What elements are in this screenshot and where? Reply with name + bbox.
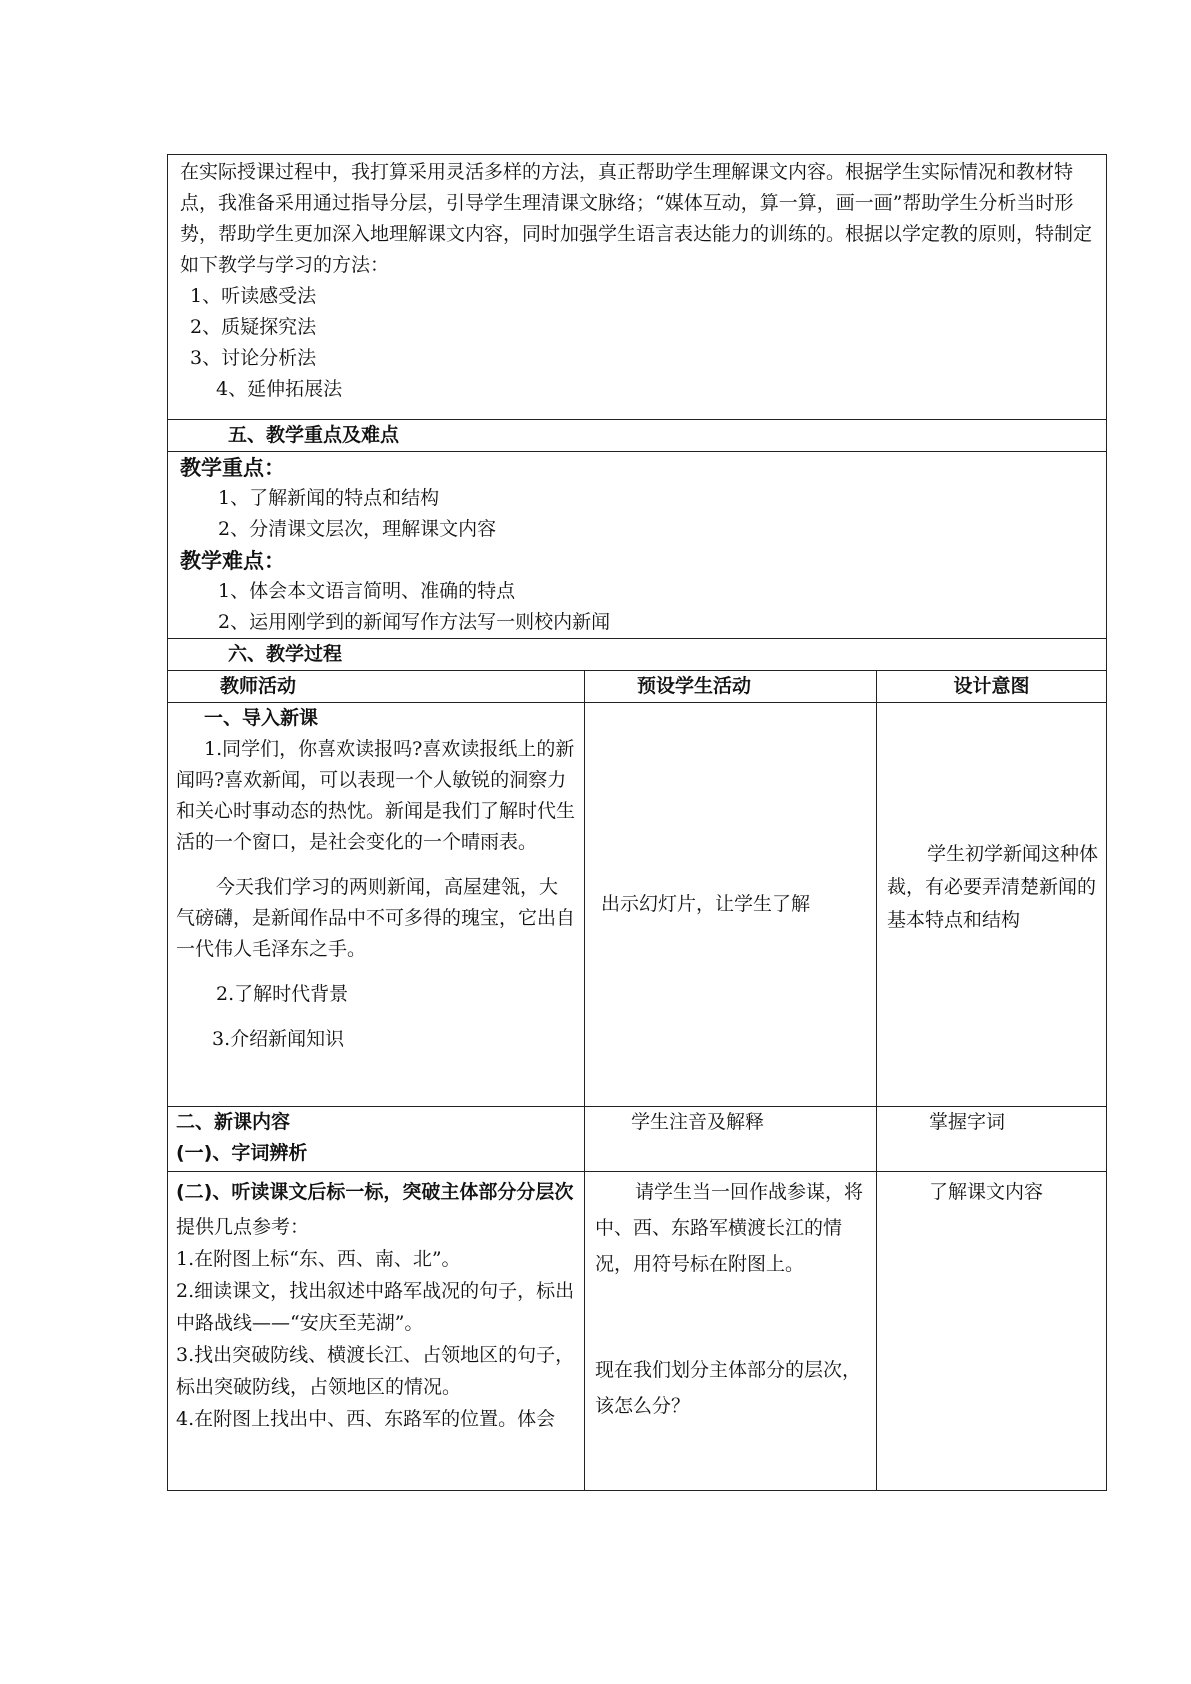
reference-item-2: 2.细读课文，找出叙述中路军战况的句子，标出中路战线——“安庆至芜湖”。: [176, 1280, 575, 1334]
intro-paragraph-4: 3.介绍新闻知识: [212, 1028, 345, 1050]
header-student: 预设学生活动: [585, 671, 877, 703]
reference-item-3: 3.找出突破防线、横渡长江、占领地区的句子，标出突破防线，占领地区的情况。: [176, 1344, 575, 1398]
new-content-student-cell: [585, 1107, 877, 1172]
key-point-1: 1、了解新闻的特点和结构: [218, 487, 440, 509]
intro-student-cell: [585, 703, 877, 1107]
section6-title: 六、教学过程: [168, 639, 1107, 671]
method-item-1: 1、听读感受法: [190, 285, 317, 307]
new-content-student-activity: 学生注音及解释: [631, 1111, 765, 1133]
section5-content-row: [168, 452, 1107, 639]
listen-read-student-cell: [585, 1172, 877, 1491]
listen-read-teacher-cell: [168, 1172, 585, 1491]
intro-paragraph-3: 2.了解时代背景: [216, 983, 349, 1005]
difficulty-2: 2、运用刚学到的新闻写作方法写一则校内新闻: [218, 611, 611, 633]
new-content-teacher-cell: [168, 1107, 585, 1172]
header-row: [168, 671, 1107, 703]
header-intent: 设计意图: [877, 671, 1107, 703]
reference-label: 提供几点参考：: [176, 1216, 310, 1238]
listen-read-intent-cell: [877, 1172, 1107, 1491]
header-teacher: 教师活动: [168, 671, 585, 703]
listen-read-title: (二)、听读课文后标一标，突破主体部分分层次: [176, 1181, 574, 1203]
methods-intro: 在实际授课过程中，我打算采用灵活多样的方法，真正帮助学生理解课文内容。根据学生实际情况和教材特点，我准备采用通过指导分层，引导学生理清课文脉络；“媒体互动，算一算，画一画”帮助学生分析当时形势，帮助学生更加深入地理解课文内容，同时加强学生语言表达能力的训练的。根据以学定教的原则，特制定如下教学与学习的方法：: [180, 161, 1093, 276]
intro-paragraph-1: 1.同学们，你喜欢读报吗?喜欢读报纸上的新闻吗?喜欢新闻，可以表现一个人敏锐的洞察力和关心时事动态的热忱。新闻是我们了解时代生活的一个窗口，是社会变化的一个晴雨表。: [176, 738, 576, 853]
lesson-plan-table: [167, 154, 1107, 1491]
section5-title-row: [168, 420, 1107, 452]
new-content-design-intent: 掌握字词: [929, 1111, 1006, 1133]
method-item-2: 2、质疑探究法: [190, 316, 317, 338]
word-analysis-title: (一)、字词辨析: [176, 1142, 308, 1164]
intro-teacher-cell: [168, 703, 585, 1107]
listen-read-student-activity-1: 请学生当一回作战参谋，将中、西、东路军横渡长江的情况，用符号标在附图上。: [595, 1181, 864, 1275]
reference-item-1: 1.在附图上标“东、西、南、北”。: [176, 1248, 461, 1270]
intro-design-intent: 学生初学新闻这种体裁，有必要弄清楚新闻的基本特点和结构: [887, 843, 1099, 931]
section6-title-row: [168, 639, 1107, 671]
method-item-4: 4、延伸拓展法: [216, 378, 343, 400]
process-row-new-content: [168, 1107, 1107, 1172]
section5-title: 五、教学重点及难点: [168, 420, 1107, 452]
intro-paragraph-2: 今天我们学习的两则新闻，高屋建瓴，大气磅礴，是新闻作品中不可多得的瑰宝，它出自一代伟人毛泽东之手。: [176, 876, 576, 960]
new-content-intent-cell: [877, 1107, 1107, 1172]
key-point-2: 2、分清课文层次，理解课文内容: [218, 518, 497, 540]
difficulties-label: 教学难点：: [180, 548, 285, 573]
intro-title: 一、导入新课: [204, 707, 319, 729]
difficulty-1: 1、体会本文语言简明、准确的特点: [218, 580, 516, 602]
methods-row: [168, 155, 1107, 420]
process-row-listen-read: [168, 1172, 1107, 1491]
intro-student-activity: 出示幻灯片，让学生了解: [601, 893, 811, 915]
intro-intent-cell: [877, 703, 1107, 1107]
key-points-label: 教学重点：: [180, 455, 285, 480]
reference-item-4: 4.在附图上找出中、西、东路军的位置。体会: [176, 1408, 556, 1430]
method-item-3: 3、讨论分析法: [190, 347, 317, 369]
listen-read-design-intent: 了解课文内容: [929, 1181, 1044, 1203]
process-row-intro: [168, 703, 1107, 1107]
listen-read-student-activity-2: 现在我们划分主体部分的层次，该怎么分？: [595, 1359, 862, 1417]
new-content-title: 二、新课内容: [176, 1111, 291, 1133]
